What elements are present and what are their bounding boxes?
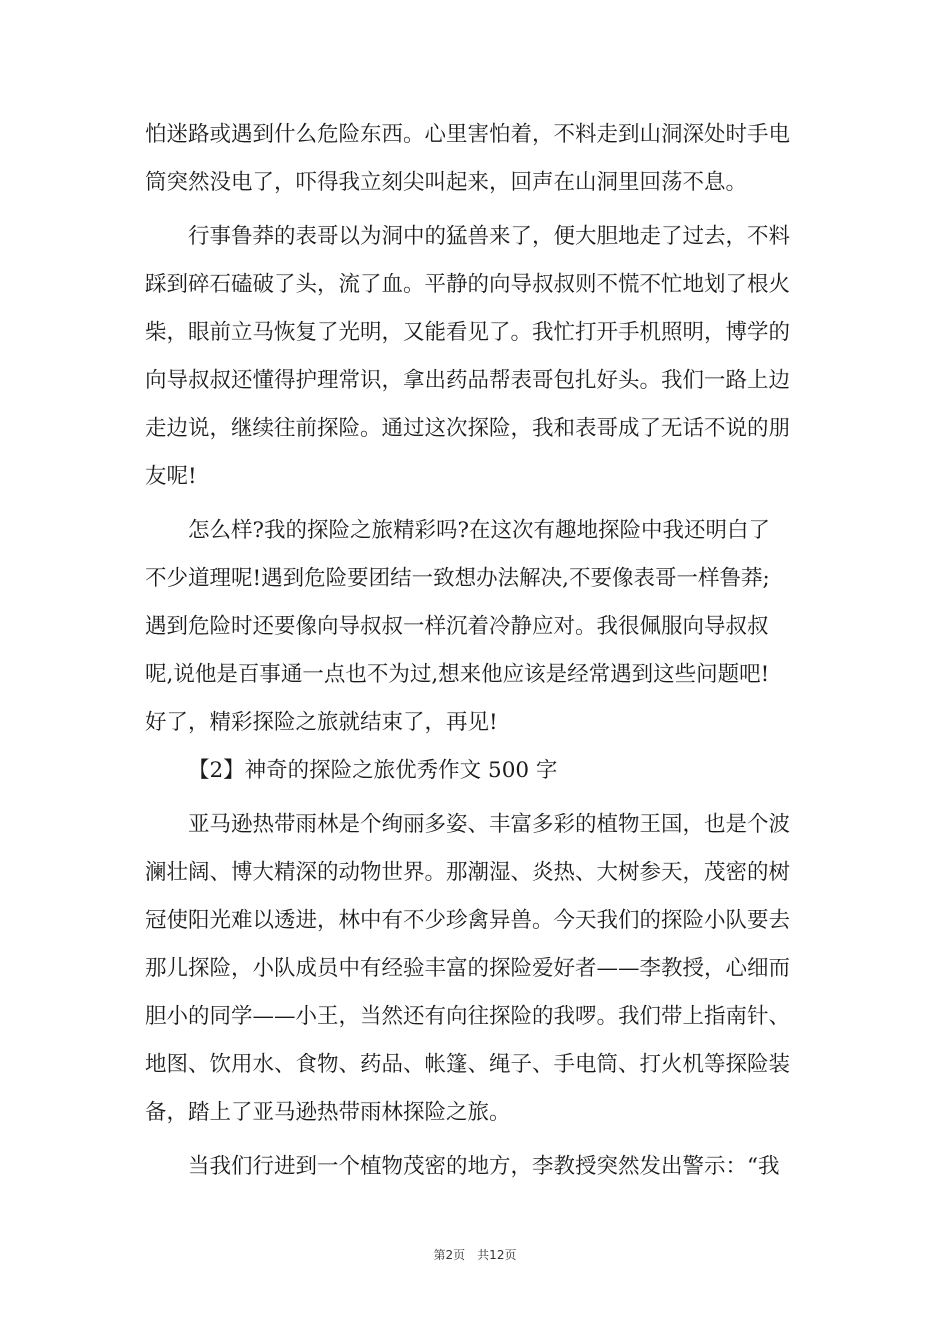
text-line: 怕迷路或遇到什么危险东西。心里害怕着，不料走到山洞深处时手电 — [145, 122, 791, 147]
text-line: 备，踏上了亚马逊热带雨林探险之旅。 — [145, 1100, 511, 1125]
text-line: 走边说，继续往前探险。通过这次探险，我和表哥成了无话不说的朋 — [145, 416, 791, 441]
text-line: 向导叔叔还懂得护理常识，拿出药品帮表哥包扎好头。我们一路上边 — [145, 368, 791, 393]
text-line: 不少道理呢!遇到危险要团结一致想办法解决,不要像表哥一样鲁莽; — [145, 566, 770, 591]
text-line: 那儿探险，小队成员中有经验丰富的探险爱好者——李教授，心细而 — [145, 956, 791, 981]
text-line: 好了，精彩探险之旅就结束了，再见! — [145, 710, 498, 735]
text-line: 友呢! — [145, 464, 197, 489]
text-line: 筒突然没电了，吓得我立刻尖叫起来，回声在山洞里回荡不息。 — [145, 170, 748, 195]
text-line: 呢,说他是百事通一点也不为过,想来他应该是经常遇到这些问题吧! — [145, 662, 770, 687]
page-footer — [0, 1246, 950, 1263]
text-line: 胆小的同学——小王，当然还有向往探险的我啰。我们带上指南针、 — [145, 1004, 791, 1029]
text-line: 当我们行进到一个植物茂密的地方，李教授突然发出警示：“我 — [188, 1154, 780, 1179]
text-line: 澜壮阔、博大精深的动物世界。那潮湿、炎热、大树参天，茂密的树 — [145, 860, 791, 885]
text-line: 遇到危险时还要像向导叔叔一样沉着冷静应对。我很佩服向导叔叔 — [145, 614, 769, 639]
text-line: 柴，眼前立马恢复了光明，又能看见了。我忙打开手机照明，博学的 — [145, 320, 791, 345]
text-line: 地图、饮用水、食物、药品、帐篷、绳子、手电筒、打火机等探险装 — [145, 1052, 791, 1077]
text-line: 冠使阳光难以透进，林中有不少珍禽异兽。今天我们的探险小队要去 — [145, 908, 791, 933]
text-line: 亚马逊热带雨林是个绚丽多姿、丰富多彩的植物王国，也是个波 — [188, 812, 791, 837]
text-line: 怎么样?我的探险之旅精彩吗?在这次有趣地探险中我还明白了 — [188, 518, 771, 543]
section-heading: 【2】神奇的探险之旅优秀作文 500 字 — [188, 758, 558, 783]
text-line: 踩到碎石磕破了头，流了血。平静的向导叔叔则不慌不忙地划了根火 — [145, 272, 791, 297]
text-line: 行事鲁莽的表哥以为洞中的猛兽来了，便大胆地走了过去，不料 — [188, 224, 791, 249]
page-number: 第2页 共12页 — [433, 1248, 517, 1262]
